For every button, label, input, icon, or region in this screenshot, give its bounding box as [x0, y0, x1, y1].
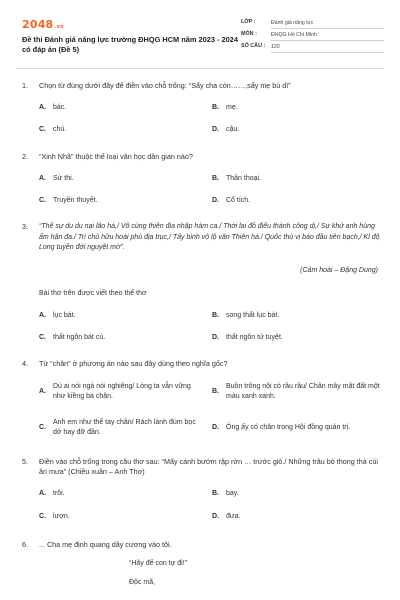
header-divider	[16, 68, 384, 69]
question-number: 2.	[22, 152, 28, 161]
question-text: Từ	[39, 359, 51, 368]
question-text: Điền vào chỗ trống trong câu thơ sau: “Mấy cánh bướm rập rờn … trước gió./ Những trâu bò thong thả cúi ăn mưa” (Chiều xuân – Anh Thơ)	[39, 457, 378, 476]
option-letter: C.	[39, 126, 46, 133]
question-4-option-a[interactable]	[39, 378, 199, 406]
option-letter: A.	[39, 388, 46, 396]
question-1-option-d[interactable]	[212, 125, 239, 134]
question-1-option-a[interactable]	[39, 103, 66, 112]
question-3-prompt: Bài thơ trên được viết theo thể thơ	[39, 290, 147, 297]
option-text: bác.	[53, 104, 67, 111]
document-header	[16, 10, 384, 66]
question-text: ... Cha mẹ định quang dây cương vào tôi.	[39, 540, 172, 549]
question-4-stem	[22, 359, 382, 369]
meta-row-subject	[241, 29, 384, 41]
option-letter: D.	[212, 513, 219, 520]
option-letter: D.	[212, 126, 219, 133]
option-letter: D.	[212, 424, 219, 432]
option-text: Anh em như thể tay chân/ Rách lành đùm bọc dở hay đỡ đần.	[53, 418, 196, 436]
question-4-option-b[interactable]	[212, 378, 380, 406]
question-6-line-2: Độc mã,	[129, 579, 156, 586]
question-5-option-a[interactable]	[39, 489, 65, 498]
option-text: bay.	[226, 490, 239, 497]
question-3-option-a[interactable]	[39, 311, 76, 320]
option-text: cậu.	[226, 126, 240, 133]
question-number: 5.	[22, 457, 28, 466]
option-letter: C.	[39, 513, 46, 520]
option-letter: A.	[39, 312, 46, 319]
question-number: 1.	[22, 81, 28, 90]
meta-label: LỚP :	[241, 19, 256, 26]
document-meta	[241, 17, 384, 53]
option-text: lượn.	[53, 513, 70, 520]
option-letter: D.	[212, 197, 219, 204]
option-letter: A.	[39, 104, 46, 111]
site-logo[interactable]	[22, 18, 64, 33]
option-letter: C.	[39, 197, 46, 204]
question-quote: “Xinh Nhã”	[39, 152, 74, 161]
option-text: Cổ tích.	[226, 197, 251, 204]
meta-row-count	[241, 41, 384, 53]
question-text: ở phương án nào sau đây dùng theo nghĩa gốc?	[70, 359, 228, 368]
question-4-option-c[interactable]	[39, 414, 199, 442]
option-letter: D.	[212, 334, 219, 341]
question-1-stem	[22, 81, 382, 91]
question-text: thuộc thể loại văn học dân gian nào?	[73, 152, 193, 161]
option-text: trôi.	[53, 490, 65, 497]
option-text: lục bát.	[53, 312, 76, 319]
logo-suffix: .vn	[54, 24, 64, 30]
question-2-option-b[interactable]	[212, 174, 261, 183]
question-quote: “Sẩy cha còn……,sẩy mẹ bú dì”	[188, 81, 291, 90]
meta-label: MÔN :	[241, 31, 257, 38]
question-5-option-d[interactable]	[212, 512, 240, 521]
option-letter: B.	[212, 312, 219, 319]
meta-value: Đánh giá năng lực	[271, 18, 384, 29]
question-5-stem	[22, 457, 382, 476]
option-letter: C.	[39, 424, 46, 432]
meta-value: 120	[271, 42, 384, 53]
question-5-option-c[interactable]	[39, 512, 70, 521]
option-text: Thần thoại.	[226, 175, 262, 182]
option-letter: A.	[39, 490, 46, 497]
question-6-stem	[22, 540, 382, 550]
option-text: song thất lục bát.	[226, 312, 280, 319]
option-letter: A.	[39, 175, 46, 182]
question-3-poem: “Thế sự du du nại lão hà,/ Vô cùng thiên địa nhập hàm ca./ Thời lai đồ điếu thành công dị,/ Sự khứ anh hùng ẩm hận đa./ Trí chủ hữu hoài phù địa trục,/ Tẩy binh vô lộ vãn Thiên hà./ Quốc thù vị báo đầu tiên bạch,/ Kỉ độ Long tuyền đới nguyệt mờ”.	[39, 223, 380, 251]
question-5-option-b[interactable]	[212, 489, 239, 498]
question-number: 6.	[22, 540, 28, 549]
meta-label: SỐ CÂU :	[241, 43, 266, 50]
option-text: Sử thi.	[53, 175, 74, 182]
option-letter: B.	[212, 104, 219, 111]
option-letter: B.	[212, 175, 219, 182]
question-3-option-c[interactable]	[39, 333, 105, 342]
question-number: 4.	[22, 359, 28, 368]
question-3-option-b[interactable]	[212, 311, 279, 320]
option-text: Dù ai nói ngả nói nghiêng/ Lòng ta vẫn vững như kiềng ba chân.	[53, 382, 191, 400]
question-6-line-1: “Hãy để con tự đi!”	[129, 560, 187, 567]
option-letter: B.	[212, 388, 219, 396]
option-letter: C.	[39, 334, 46, 341]
question-3-source: (Cảm hoài – Đặng Dung)	[300, 267, 378, 274]
question-2-option-a[interactable]	[39, 174, 74, 183]
option-letter: B.	[212, 490, 219, 497]
option-text: thất ngôn bát cú.	[53, 334, 106, 341]
question-1-option-b[interactable]	[212, 103, 238, 112]
document-title: Đề thi Đánh giá năng lực trường ĐHQG HCM năm 2023 - 2024 có đáp án (Đề 5)	[22, 35, 238, 55]
option-text: Ông ấy có chân trong Hội đồng quản trị.	[226, 423, 351, 431]
question-2-option-d[interactable]	[212, 196, 250, 205]
option-text: chú.	[53, 126, 67, 133]
option-text: Buồn trông nội cỏ rầu rầu/ Chân mây mặt đất một màu xanh xanh.	[226, 382, 380, 400]
question-3-option-d[interactable]	[212, 333, 283, 342]
question-2-option-c[interactable]	[39, 196, 98, 205]
meta-row-class	[241, 17, 384, 29]
option-text: mẹ.	[226, 104, 238, 111]
question-number: 3.	[22, 222, 28, 231]
question-2-stem	[22, 152, 382, 162]
option-text: Truyền thuyết.	[53, 197, 98, 204]
logo-main: 2048	[22, 18, 54, 31]
question-text: Chọn từ đúng dưới đây để điền vào chỗ trống:	[39, 81, 189, 90]
option-text: thất ngôn tứ tuyệt.	[226, 334, 283, 341]
option-text: đưa.	[226, 513, 241, 520]
question-4-option-d[interactable]	[212, 414, 380, 442]
meta-value: ĐHQG Hồ Chí Minh	[271, 30, 384, 41]
question-quote: “chân”	[50, 359, 71, 368]
question-1-option-c[interactable]	[39, 125, 66, 134]
